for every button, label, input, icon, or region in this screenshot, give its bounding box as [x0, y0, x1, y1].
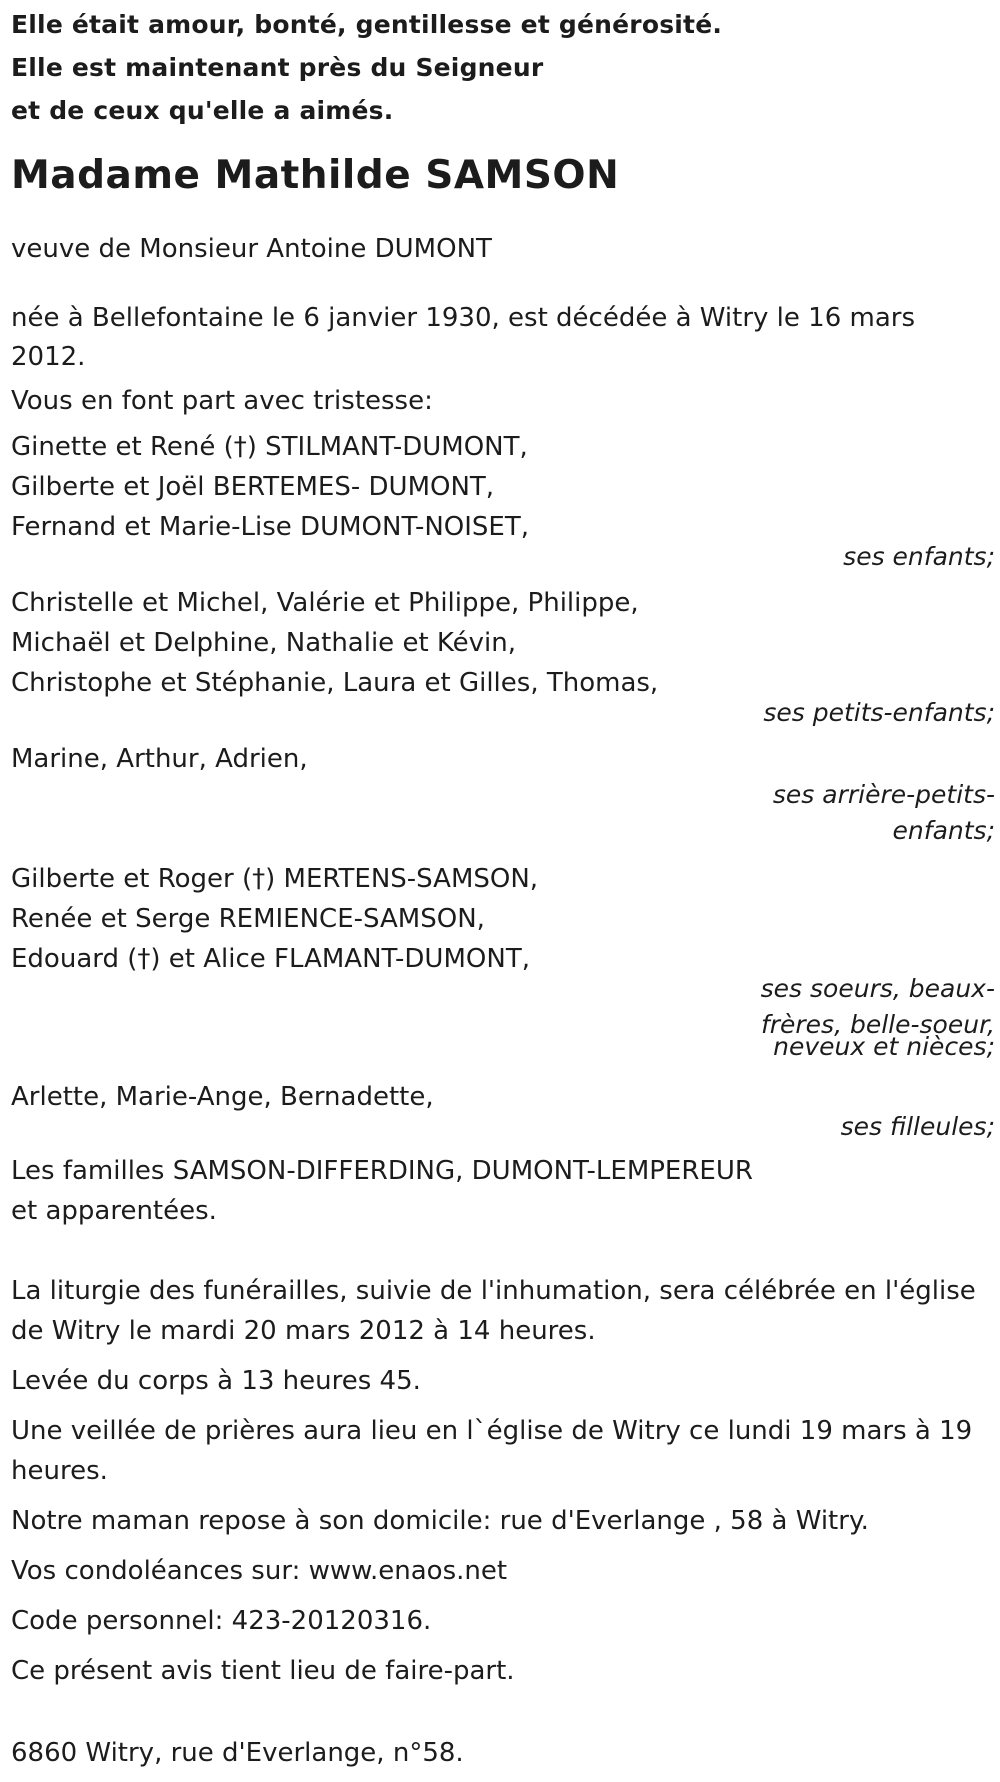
grandchildren-group	[11, 583, 995, 731]
goddaughters-group	[11, 1077, 995, 1145]
funeral-line: de Witry le mardi 20 mars 2012 à 14 heures.	[11, 1316, 596, 1346]
relation-label: neveux et nièces;	[773, 1032, 995, 1061]
family-names-line: Arlette, Marie-Ange, Bernadette,	[11, 1082, 434, 1112]
relation-label: ses arrière-petits-	[772, 780, 995, 809]
spouse-line: veuve de Monsieur Antoine DUMONT	[11, 234, 492, 264]
epigraph-line: Elle était amour, bonté, gentillesse et générosité.	[11, 10, 723, 39]
family-names-line: Marine, Arthur, Adrien,	[11, 744, 308, 774]
families-group	[11, 1151, 991, 1231]
relation-label: ses soeurs, beaux-	[760, 974, 995, 1003]
levee-line: Levée du corps à 13 heures 45.	[11, 1366, 421, 1396]
vigil-line: heures.	[11, 1456, 108, 1486]
epigraph	[11, 0, 991, 135]
obituary-notice	[11, 0, 995, 1782]
address-line: 6860 Witry, rue d'Everlange, n°58.	[11, 1738, 464, 1768]
relation-label: ses filleules;	[840, 1112, 995, 1141]
vigil-line: Une veillée de prières aura lieu en l`église de Witry ce lundi 19 mars à 19	[11, 1416, 973, 1446]
families-line: Les familles SAMSON-DIFFERDING, DUMONT-LEMPEREUR	[11, 1156, 753, 1186]
family-names-line: Edouard (†) et Alice FLAMANT-DUMONT,	[11, 944, 530, 974]
deceased-name: Madame Mathilde SAMSON	[11, 153, 620, 198]
relation-label: ses enfants;	[843, 542, 995, 571]
relation-label: ses petits-enfants;	[763, 698, 995, 727]
family-names-line: Christelle et Michel, Valérie et Philippe, Philippe,	[11, 588, 639, 618]
family-names-line: Gilberte et Joël BERTEMES- DUMONT,	[11, 472, 495, 502]
rest-line: Notre maman repose à son domicile: rue d'Everlange , 58 à Witry.	[11, 1506, 869, 1536]
notice-line: Ce présent avis tient lieu de faire-part.	[11, 1656, 515, 1686]
epigraph-line: Elle est maintenant près du Seigneur	[11, 53, 544, 82]
family-names-line: Michaël et Delphine, Nathalie et Kévin,	[11, 628, 517, 658]
family-names-line: Christophe et Stéphanie, Laura et Gilles, Thomas,	[11, 668, 659, 698]
siblings-group	[11, 859, 995, 1061]
families-line: et apparentées.	[11, 1196, 217, 1226]
relation-label: enfants;	[892, 816, 995, 845]
relation-label: frères, belle-soeur,	[760, 1010, 995, 1039]
condolences-line: Vos condoléances sur: www.enaos.net	[11, 1556, 508, 1586]
birth-death-text: née à Bellefontaine le 6 janvier 1930, est décédée à Witry le 16 mars 2012.	[11, 303, 915, 372]
family-names-line: Ginette et René (†) STILMANT-DUMONT,	[11, 432, 528, 462]
children-group	[11, 427, 995, 575]
vigil-info	[11, 1411, 991, 1491]
family-names-line: Fernand et Marie-Lise DUMONT-NOISET,	[11, 512, 529, 542]
epigraph-line: et de ceux qu'elle a aimés.	[11, 96, 394, 125]
family-names-line: Renée et Serge REMIENCE-SAMSON,	[11, 904, 485, 934]
announce-line: Vous en font part avec tristesse:	[11, 386, 433, 416]
funeral-info	[11, 1271, 991, 1351]
code-line: Code personnel: 423-20120316.	[11, 1606, 432, 1636]
great-grandchildren-group	[11, 739, 995, 847]
birth-death-line	[11, 299, 991, 377]
funeral-line: La liturgie des funérailles, suivie de l'inhumation, sera célébrée en l'église	[11, 1276, 976, 1306]
family-names-line: Gilberte et Roger (†) MERTENS-SAMSON,	[11, 864, 539, 894]
